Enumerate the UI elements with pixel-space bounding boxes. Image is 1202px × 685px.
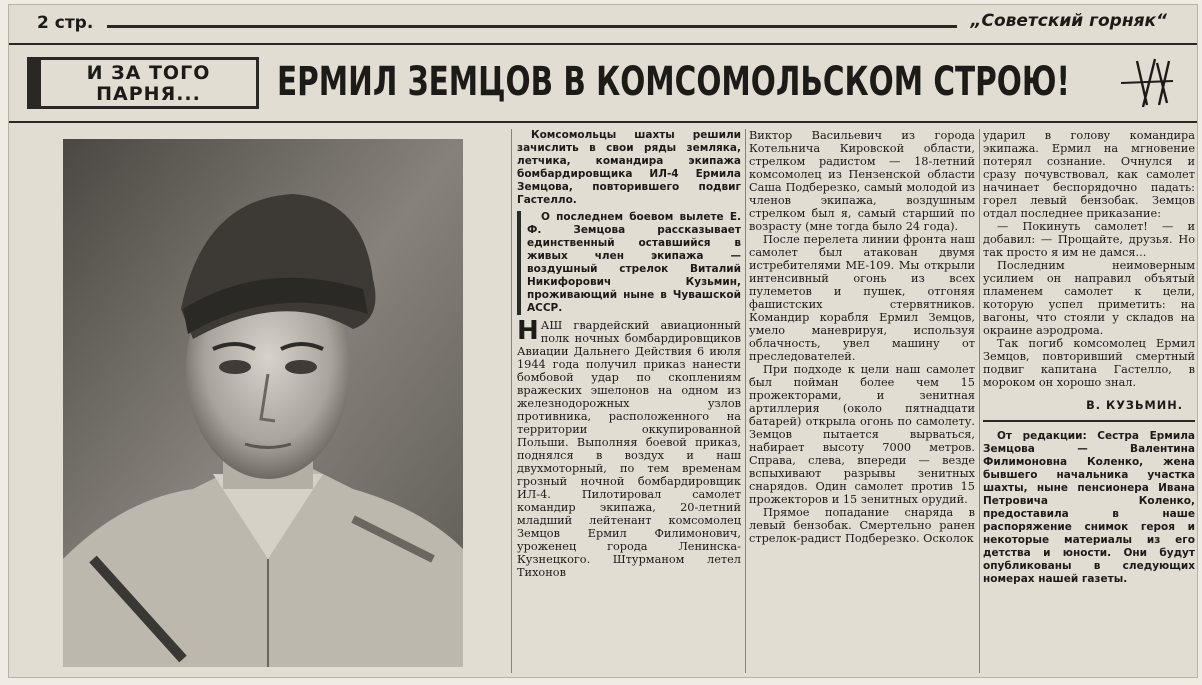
article-column-1 <box>517 129 741 673</box>
article-column-2 <box>749 129 975 673</box>
article-column-3 <box>983 129 1195 673</box>
body-text-col2-p1: Виктор Васильевич из города Котельнича Кировской области, стрелком радистом — 18-летний комсомолец из Пензенской области Саша Подберезко, самый молодой из членов экипажа, воздушным стрелком был я, самый старший по возрасту (мне тогда было 24 года). <box>749 129 975 233</box>
lead-box-text: О последнем боевом вылете Е. Ф. Земцова рассказывает единственный оставшийся в живых член экипажа — воздушный стрелок Виталий Никифорович Кузьмин, проживающий ныне в Чувашской АССР. <box>527 211 741 314</box>
editor-note <box>983 430 1195 586</box>
kicker-line-2: ПАРНЯ... <box>96 83 201 105</box>
body-text-col3-p4: Так погиб комсомолец Ермил Земцов, повторивший смертный подвиг капитана Гастелло, в мороком он хорошо знал. <box>983 337 1195 389</box>
kicker-box <box>27 57 259 109</box>
lead-text: Комсомольцы шахты решили зачислить в свои ряды земляка, летчика, командира экипажа бомбардировщика ИЛ-4 Ермила Земцова, повторившего подвиг Гастелло. <box>517 129 741 206</box>
page-number: 2 стр. <box>37 13 94 33</box>
signature-rule <box>983 420 1195 422</box>
body-intro <box>517 316 741 579</box>
portrait-image <box>63 139 463 667</box>
masthead-rule <box>107 25 957 28</box>
lead-box <box>517 211 741 315</box>
masthead-bar <box>9 5 1197 45</box>
body-text-col3-p1: ударил в голову командира экипажа. Ермил на мгновение потерял сознание. Очнулся и сразу почувствовал, как самолет начинает беспорядочно падать: горел левый бензобак. Земцов отдал последнее приказание: <box>983 129 1195 220</box>
body-text-col3-p2: — Покинуть самолет! — и добавил: — Прощайте, друзья. Но так просто я им не дамся... <box>983 220 1195 259</box>
masthead-divider <box>9 43 1197 45</box>
body-text-col1: АШ гвардейский авиационный полк ночных бомбардировщиков Авиации Дальнего Действия 6 июля 1944 года получил приказ нанести бомбовой удар по скоплениям вражеских эшелонов на одном из железнодорожных узлов противника, расположенного на территории оккупированной Польши. Выполняя боевой приказ, поднялся в воздух и наш двухмоторный, по тем временам грозный ночной бомбардировщик ИЛ-4. Пилотировал самолет командир экипажа, 20-летний младший лейтенант комсомолец Земцов Ермил Филимонович, уроженец города Ленинска-Кузнецкого. Штурманом летел Тихонов <box>517 319 741 579</box>
editor-note-text: От редакции: Сестра Ермила Земцова — Валентина Филимоновна Коленко, жена бывшего начальника участка шахты, ныне пенсионера Ивана Петровича Коленко, предоставила в наше распоряжение снимок героя и некоторые материалы из его детства и юности. Они будут опубликованы в следующих номерах нашей газеты. <box>983 430 1195 585</box>
body-text-col2-p3: При подходе к цели наш самолет был пойман более чем 15 прожекторами, и зенитная артиллерия (около пятнадцати батарей) открыла огонь по самолету. Земцов пытается вырваться, набирает высоту 7000 метров. Справа, слева, впереди — везде вспыхивают разрывы зенитных снарядов. Один самолет против 15 прожекторов и 15 зенитных орудий. <box>749 363 975 506</box>
author-signature: В. КУЗЬМИН. <box>1086 399 1183 412</box>
column-rule-3 <box>979 129 980 673</box>
column-rule-1 <box>511 129 512 673</box>
publication-name: „Советский горняк“ <box>970 11 1167 31</box>
body-text-col3-p3: Последним неимоверным усилием он направил объятый пламенем самолет к цели, которую успел приметить: на вагоны, что стояли у складов на окраине аэродрома. <box>983 259 1195 337</box>
body-text-col2-p4: Прямое попадание снаряда в левый бензобак. Смертельно ранен стрелок-радист Подберезко. Осколок <box>749 506 975 545</box>
article-headline: ЕРМИЛ ЗЕМЦОВ В КОМСОМОЛЬСКОМ СТРОЮ! <box>277 59 1070 105</box>
pilot-portrait-photo <box>63 139 463 667</box>
body-text-col2-p2: После перелета линии фронта наш самолет был атакован двумя истребителями МЕ-109. Мы открыли интенсивный огонь из всех пулеметов и пушек, отгоняя фашистских стервятников. Командир корабля Ермил Земцов, умело маневрируя, используя облачность, увел машину от преследователей. <box>749 233 975 363</box>
column-rule-2 <box>745 129 746 673</box>
kicker-line-1: И ЗА ТОГО <box>86 62 211 84</box>
drop-cap: Н <box>517 316 539 346</box>
handwritten-mark-icon <box>1117 53 1177 113</box>
newspaper-clipping <box>8 4 1198 678</box>
headline-divider <box>9 121 1197 123</box>
lead-paragraph <box>517 129 741 207</box>
